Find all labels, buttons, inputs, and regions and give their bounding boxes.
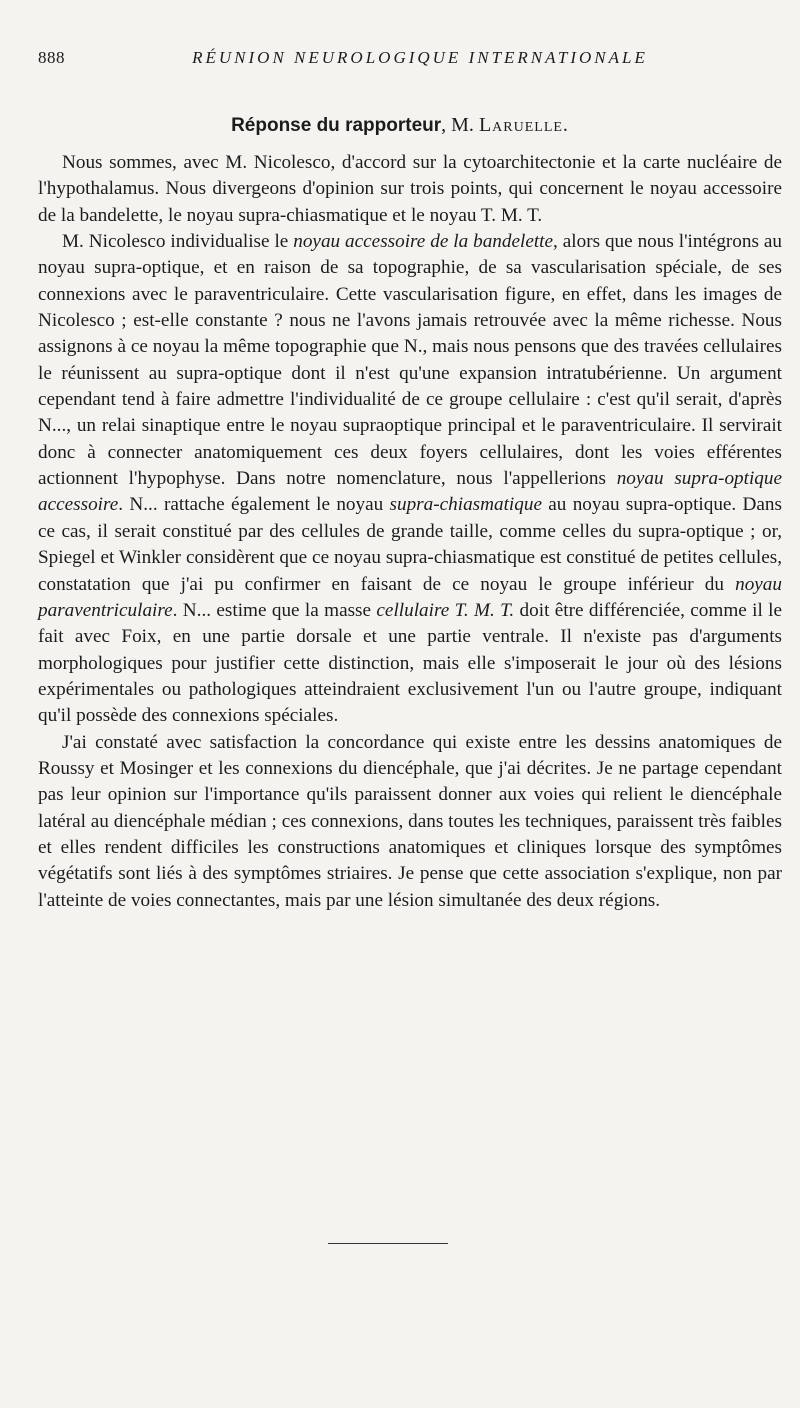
paragraph <box>38 150 782 229</box>
italic-term: noyau supra-optique accessoire <box>38 468 782 516</box>
paragraph <box>38 730 782 914</box>
text-run: , alors que nous l'intégrons au noyau supra-optique, et en raison de sa topographie, de sa vascularisation spéciale, de ses connexions avec le paraventriculaire. Cette vascularisation figure, en effet, dans les images de Nicolesco ; est-elle constante ? nous ne l'avons jamais retrouvée avec la même richesse. Nous assignons à ce noyau la même topographie que N., mais nous pensons que des travées cellulaires le réunissent au supra-optique dont il n'est qu'une expansion intratubérienne. Un argument cependant tend à faire admettre l'individualité de ce groupe cellulaire : c'est qu'il serait, d'après N..., un relai sinaptique entre le noyau supraoptique principal et le paraventriculaire. Il servirait donc à connecter anatomiquement ces deux foyers cellulaires, dont les voies efférentes actionnent l'hypophyse. Dans notre nomenclature, nous l'appellerions <box>38 231 782 490</box>
running-title: RÉUNION NEUROLOGIQUE INTERNATIONALE <box>192 48 648 67</box>
page-number: 888 <box>38 48 65 67</box>
section-title-separator: , M. <box>441 114 479 136</box>
text-run: . N... estime que la masse <box>172 599 377 621</box>
text-run: J'ai constaté avec satisfaction la concordance qui existe entre les dessins anatomiques de Roussy et Mosinger et les connexions du diencéphale, que j'ai décrites. Je ne partage cependant pas leur opinion sur l'importance qu'ils paraissent donner aux voies qui relient le diencéphale latéral au diencéphale médian ; ces connexions, dans toutes les techniques, paraissent très faibles et elles rendent difficiles les constructions anatomiques et cliniques lorsque des symptômes végétatifs sont liés à des symptômes striaires. Je pense que cette association s'explique, non par l'atteinte de voies connectantes, mais par une lésion simultanée des deux régions. <box>38 731 782 911</box>
text-run: . N... rattache également le noyau <box>118 494 390 516</box>
italic-term: cellulaire T. M. T. <box>376 599 515 621</box>
section-title-bold: Réponse du rapporteur <box>231 115 442 136</box>
italic-term: supra-chiasmatique <box>389 494 542 516</box>
closing-rule <box>328 1243 448 1244</box>
text-run: M. Nicolesco individualise le <box>62 231 294 253</box>
text-run: Nous sommes, avec M. Nicolesco, d'accord sur la cytoarchitectonie et la carte nucléaire de l'hypothalamus. Nous divergeons d'opinion sur trois points, qui concernent le noyau accessoire de la bandelette, le noyau supra-chiasmatique et le noyau T. M. T. <box>38 152 782 226</box>
text-run: au noyau supra-optique. Dans ce cas, il serait constitué par des cellules de grande taille, comme celles du supra-optique ; or, Spiegel et Winkler considèrent que ce noyau supra-chiasmatique est constitué de petites cellules, constatation que j'ai pu confirmer en faisant de ce noyau le groupe inférieur du <box>38 494 782 595</box>
paragraph <box>38 229 782 730</box>
italic-term: noyau paraventriculaire <box>38 573 782 621</box>
body-text <box>38 150 782 914</box>
section-title <box>0 114 800 137</box>
section-author: Laruelle. <box>478 114 569 136</box>
text-run: doit être différenciée, comme il le fait avec Foix, en une partie dorsale et une partie ventrale. Il n'existe pas d'arguments morphologiques pour justifier cette distinction, mais elle s'imposerait le jour où des lésions expérimentales ou pathologiques atteindraient exclusivement l'un ou l'autre groupe, indiquant qu'il possède des connexions spéciales. <box>38 599 783 727</box>
italic-term: noyau accessoire de la bandelette <box>293 231 554 253</box>
